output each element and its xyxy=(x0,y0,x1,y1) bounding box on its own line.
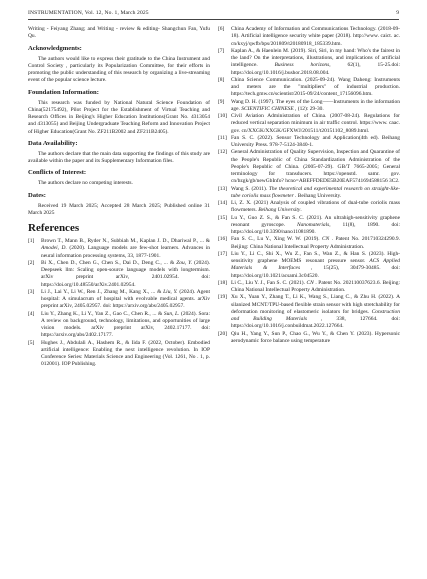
reference-number: [12] xyxy=(218,149,228,156)
reference-number: [4] xyxy=(28,310,35,317)
running-header xyxy=(28,9,399,20)
dates-text: Received 19 March 2025; Accepted 28 March 2025; Published online 31 March 2025 xyxy=(28,202,210,216)
left-column xyxy=(28,26,210,369)
reference-italic: Amodei, D. xyxy=(41,245,67,252)
reference-item xyxy=(218,215,400,237)
reference-item xyxy=(218,48,400,77)
reference-text: Brown T., Mann B., Ryder N., Subbiah M., Kaplan J. D., Dhariwal P., ... & xyxy=(41,238,210,244)
reference-text-tail: (2024). Sora: A review on background, technology, limitations, and opportunities of large vision models. arXiv preprint arXiv, 2402.17177. doi: https://arxiv.org/abs/2402.17177. xyxy=(41,310,210,339)
reference-text-tail: (2024). Deepseek llm: Scaling open-source language models with longtermism. arXiv preprint arXiv, 2401.02954. doi: https://doi.org/10.48550/arXiv.2401.02954. xyxy=(41,259,210,288)
reference-text: General Administration of Quality Supervision, Inspection and Quarantine of the People's Republic of China Standardization Administration of the People's Republic of China. (2005-07-29). GB/T 7665-2005; General terminology for transducers. https://openstd. samr. gov. cn/bzgk/gb/newGbInfo? hcno=ABEFFDEDE5B20EAF5741694588156 3C2. xyxy=(231,149,400,185)
reference-text: Civil Aviation Administration of China. (2007-08-24). Regulations for reduced vertical separation minimum in air traffic control. https://www. caac. gov. cn/XXGK/XXGK/GFXWJ/201511/t20151102_8089.html. xyxy=(231,113,400,134)
references-list-left xyxy=(28,238,210,369)
reference-text: China Science Communication. (2025-09-24). Wang Daheng: Instruments and meters are the "multipliers" of industrial production. https://tech.gmw.cn/scientist/2015-09/24/content_17156096.htm. xyxy=(231,76,400,98)
reference-number: [11] xyxy=(218,134,227,141)
reference-item xyxy=(218,149,400,185)
reference-number: [3] xyxy=(28,288,35,295)
reference-text: Fan S. C. (2022). Sensor Technology and Application(4th ed). Beihang University Press. 978-7-5124-3840-1. xyxy=(231,134,400,148)
reference-text-tail: , 15(25), 30479-30485. doi: https://doi.org/10.1021/acsami.3c04520. xyxy=(231,265,400,279)
reference-item xyxy=(28,260,210,289)
reference-text: Kaplan A., & Haenlein M. (2019). Siri, Siri, in my hand: Who's the fairest in the land? On the interpretations, illustrations, and implications of artificial intelligence. xyxy=(231,47,400,69)
reference-italic: ACS Applied Materials & Interfaces xyxy=(231,258,401,272)
reference-text-tail: (2024). Agent hospital: A simulacrum of hospital with evolvable medical agents. arXiv preprint arXiv, 2405.02957. doi: https://arxiv.org/abs/2405.02957. xyxy=(41,288,210,310)
reference-number: [20] xyxy=(218,330,228,337)
reference-italic: Zou, Y. xyxy=(176,259,193,266)
reference-text: Li, Z. X. (2021) Analysis of coupled vibrations of dual-tube coriolis mass flowmeters. xyxy=(231,200,400,214)
reference-italic: Construction and Building Materials xyxy=(231,308,400,322)
reference-item xyxy=(218,236,400,251)
reference-number: [18] xyxy=(218,279,228,286)
reference-item xyxy=(28,340,210,369)
reference-item xyxy=(218,135,400,150)
reference-text: Fan S. C., Lu Y., Xing W. W. (2019). xyxy=(231,236,323,243)
reference-italic: The theoretical and experimental research on straight-like-tube coriolis mass flowmeter xyxy=(231,185,400,199)
reference-text: Qiu H., Yang Y., Sun P., Chao G., Wu Y., & Chen Y. (2023). Hypersonic aerodynamic force balance using temperature xyxy=(231,330,400,344)
reference-number: [14] xyxy=(218,200,228,206)
reference-text: China Academy of Information and Communications Technology. (2018-09-18). Artificial intelligence security white paper (2018). http://www. caict. ac. cn/kxyj/qwfb/bps/201809/t20180918_185339.htm. xyxy=(231,26,400,47)
reference-number: [2] xyxy=(28,259,35,266)
reference-number: [9] xyxy=(218,98,225,105)
reference-text: Wang S. (2011). xyxy=(231,185,269,192)
reference-number: [10] xyxy=(218,113,228,119)
reference-number: [19] xyxy=(218,294,228,301)
reference-number: [17] xyxy=(218,250,228,257)
reference-text-tail: , 11(8), 1890. doi: https://doi.org/10.3390/nano11081890. xyxy=(231,221,400,235)
reference-italic: CN xyxy=(322,236,330,243)
data-availability-heading: Data Availability: xyxy=(28,139,78,147)
funding-text: This research was funded by National Natural Science Foundation of China(52175492), Pilot Project for the Establishment of Virtual Teaching and Research Offices in Beijing's Higher Education Institutions(Grant No. 4313054 and 4313055) and Beijing Undergraduate Teaching Reform and Innovation Project of Higher Education(Grant No. ZF211B2002 and ZF211B2405). xyxy=(28,99,210,135)
reference-text-tail: , 62(1), 15-25.doi: https://doi.org/10.1016/j.bushor.2018.08.004. xyxy=(231,62,400,76)
reference-italic: Beihang University xyxy=(258,207,301,214)
data-availability-text: The authors declare that the main data supporting the findings of this study are available within the paper and its Supplementary Information files. xyxy=(28,150,210,164)
reference-text-tail: , (12): 29-30. xyxy=(293,105,324,112)
conflicts-heading: Conflicts of Interest: xyxy=(28,169,87,177)
ack-heading: Acknowledgments: xyxy=(28,44,82,52)
references-heading: References xyxy=(28,222,80,234)
reference-text: Li C., Liu Y. J., Fan S. C. (2021). xyxy=(231,279,307,286)
reference-item xyxy=(218,113,400,135)
reference-italic: Business horizons xyxy=(274,62,330,69)
reference-italic: Liu, Y. xyxy=(163,288,178,295)
reference-number: [1] xyxy=(28,238,35,244)
reference-number: [8] xyxy=(218,76,225,83)
reference-italic: CN xyxy=(306,279,314,286)
reference-item xyxy=(218,251,400,280)
page-number: 9 xyxy=(396,10,399,16)
reference-number: [15] xyxy=(218,214,228,221)
right-column xyxy=(218,26,400,345)
reference-number: [5] xyxy=(28,339,35,346)
reference-number: [7] xyxy=(218,47,225,54)
reference-item xyxy=(218,26,400,48)
reference-item xyxy=(218,186,400,201)
reference-text: Hughes J., Abdulali A., Hashem R., & Iida F. (2022, October). Embodied artificial intelligence: Enabling the next intelligence revolution. In IOP Conference Series: Materials Science and Engineering (Vol. 1261, No . 1, p. 012001). IOP Publishing. xyxy=(41,339,210,368)
reference-item xyxy=(28,238,210,260)
reference-item xyxy=(218,331,400,346)
reference-text-tail: . xyxy=(300,207,302,214)
reference-text: Bi X., Chen D., Chen G., Chen S., Dai D., Deng C., ... & xyxy=(41,259,177,266)
reference-number: [13] xyxy=(218,185,228,192)
reference-text: Li J., Lai Y., Li W., Ren J., Zhang M., Kang X., ... & xyxy=(41,288,164,295)
writing-credits: Writing - Feiyang Zhang; and Writing - review & editing- Shangchun Fan, Yufu Qu. xyxy=(28,26,210,40)
reference-text-tail: . Beihang University. xyxy=(293,192,342,199)
journal-title: INSTRUMENTATION, Vol. 12, No. 1, March 2025 xyxy=(28,10,149,16)
reference-italic: SCIENTIFIC CHINESE xyxy=(241,105,294,112)
reference-italic: Sun, L. xyxy=(163,310,180,317)
reference-text: Xu X., Yuan Y., Zhang T., Li K., Wang S., Liang C., & Zhu H. (2022). A silanized MCNT/TPU-based flexible strain sensor with high stretchability for deformation monitoring of elastomeric isolators for bridges. xyxy=(231,294,400,315)
reference-text: Liu Y., Li C., Shi X., Wu Z., Fan S., Wan Z., & Han S. (2023). High-sensitivity graphene MOEMS resonant pressure sensor. xyxy=(231,250,400,264)
reference-number: [16] xyxy=(218,236,228,243)
references-list-right xyxy=(218,26,400,345)
reference-item xyxy=(218,77,400,99)
reference-item xyxy=(28,289,210,311)
funding-heading: Foundation Information: xyxy=(28,88,99,96)
reference-text-tail: , 338, 127664. doi: https://doi.org/10.1016/j.conbuildmat.2022.127664. xyxy=(231,316,400,330)
ack-text: The authors would like to express their gratitude to the China Instrument and Control Society , particularly its Popularization Committee, for their efforts in promoting the public understanding of this research by organizing a live-streaming event of the popular science lecture. xyxy=(28,55,210,84)
dates-heading: Dates: xyxy=(28,191,46,199)
reference-italic: Nanomaterials xyxy=(296,221,330,228)
reference-text-tail: . Patent No. 201710324290.9. Beijing: China National Intellectual Property Administration. xyxy=(231,236,400,250)
reference-item xyxy=(218,294,400,330)
reference-text: Liu Y., Zhang K., Li Y., Yan Z., Gao C., Chen R., ... & xyxy=(41,310,164,317)
reference-item xyxy=(218,99,400,114)
reference-item xyxy=(218,200,400,215)
conflicts-text: The authors declare no competing interests. xyxy=(38,180,133,187)
reference-text-tail: . Patent No. 202110037623.6. Beijing: China National Intellectual Property Administration. xyxy=(231,279,400,293)
reference-item xyxy=(218,280,400,295)
reference-item xyxy=(28,311,210,340)
reference-text: Wang D. H. (1997). The eyes of the Long——Instruments in the information age. xyxy=(231,98,400,112)
reference-number: [6] xyxy=(218,26,225,32)
reference-text-tail: (2020). Language models are few-shot learners. Advances in neural information processing systems, 33, 1877-1901. xyxy=(41,245,210,259)
reference-text: Lu Y., Guo Z. S., & Fan S. C. (2021). An ultrahigh-sensitivity graphene resonant gyroscope. xyxy=(231,214,400,228)
